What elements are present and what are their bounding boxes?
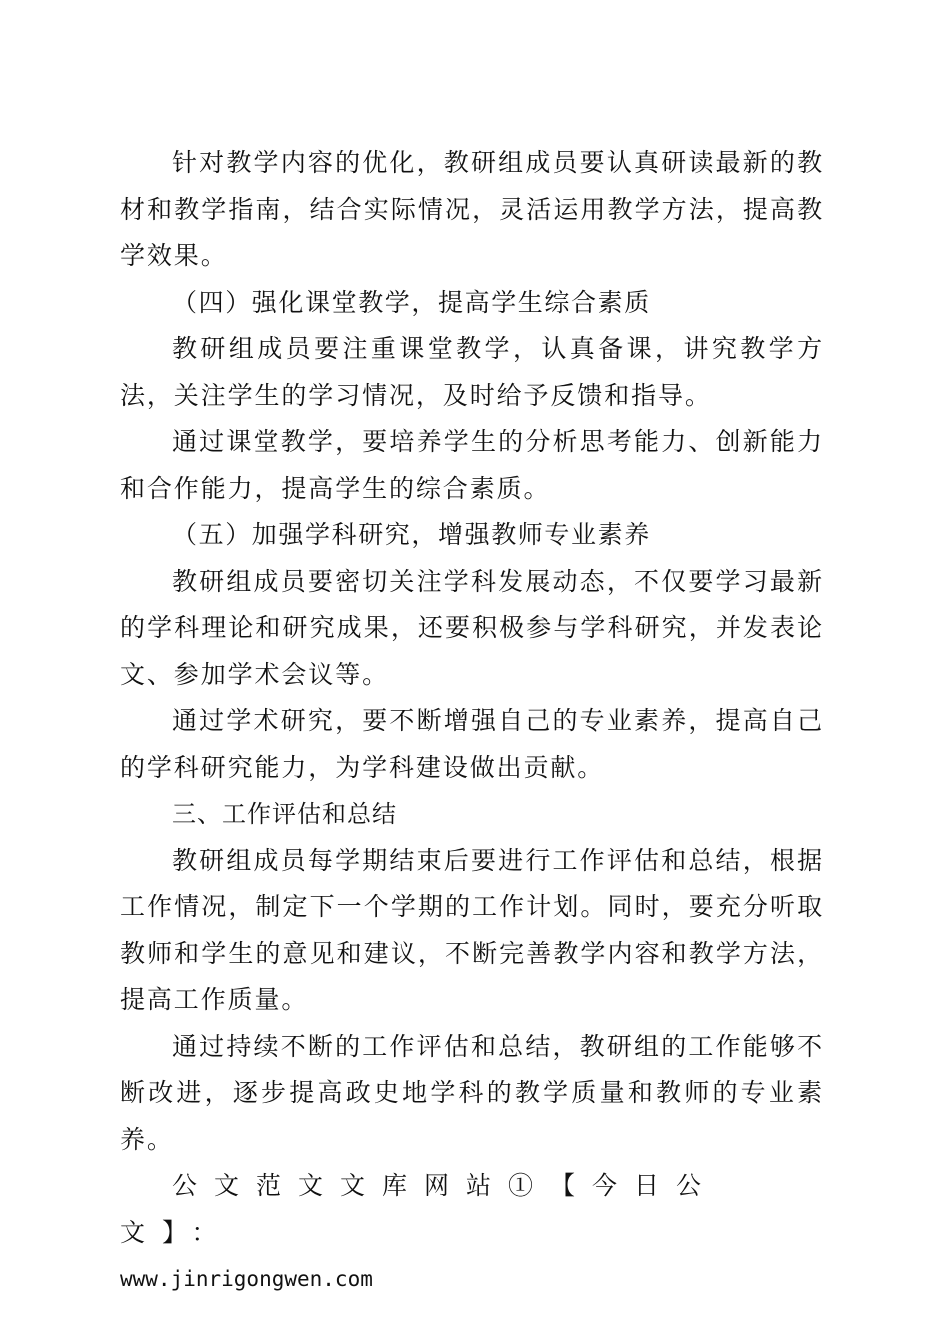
paragraph-subject-trends: 教研组成员要密切关注学科发展动态，不仅要学习最新的学科理论和研究成果，还要积极参与学科研究，并发表论文、参加学术会议等。 (120, 566, 824, 689)
paragraph-continuous-improvement: 通过持续不断的工作评估和总结，教研组的工作能够不断改进，逐步提高政史地学科的教学质量和教师的专业素养。 (120, 1031, 824, 1154)
paragraph-semester-evaluation: 教研组成员每学期结束后要进行工作评估和总结，根据工作情况，制定下一个学期的工作计划。同时，要充分听取教师和学生的意见和建议，不断完善教学内容和教学方法，提高工作质量。 (120, 845, 824, 1014)
footer-source (120, 1163, 824, 1302)
subheading-classroom-teaching: （四）强化课堂教学，提高学生综合素质 (172, 287, 651, 317)
section-heading-evaluation: 三、工作评估和总结 (172, 800, 397, 828)
footer-label: 公文范文文库网站①【今日公文】： (120, 1171, 719, 1247)
paragraph-classroom-focus: 教研组成员要注重课堂教学，认真备课，讲究教学方法，关注学生的学习情况，及时给予反馈和指导。 (120, 334, 824, 410)
paragraph-academic-research: 通过学术研究，要不断增强自己的专业素养，提高自己的学科研究能力，为学科建设做出贡献。 (120, 706, 824, 782)
footer-url-link[interactable]: www.jinrigongwen.com (120, 1267, 373, 1291)
subheading-subject-research: （五）加强学科研究，增强教师专业素养 (172, 520, 651, 549)
paragraph-content-optimization: 针对教学内容的优化，教研组成员要认真研读最新的教材和教学指南，结合实际情况，灵活运用教学方法，提高教学效果。 (120, 148, 824, 270)
document-body (120, 140, 824, 1302)
paragraph-student-abilities: 通过课堂教学，要培养学生的分析思考能力、创新能力和合作能力，提高学生的综合素质。 (120, 427, 824, 503)
